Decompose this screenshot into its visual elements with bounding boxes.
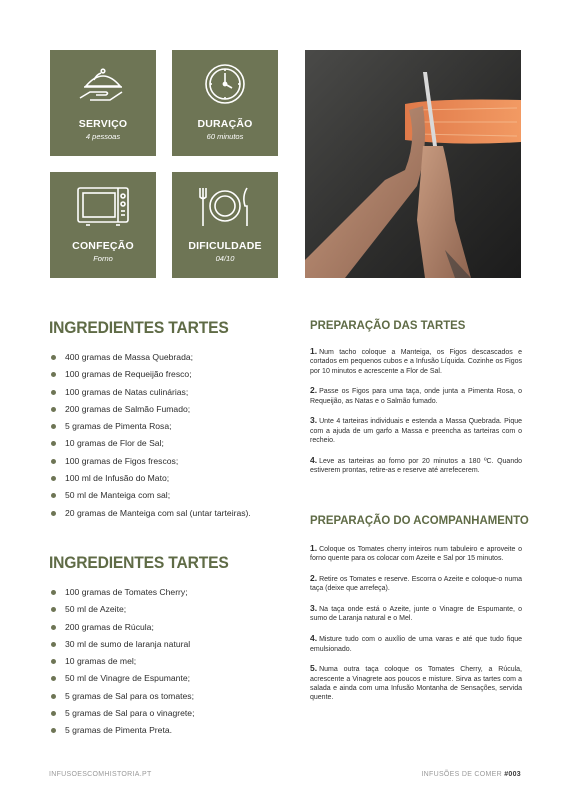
list-item: 50 ml de Vinagre de Espumante; bbox=[50, 673, 290, 690]
tile-duracao bbox=[172, 50, 278, 156]
list-item: 100 gramas de Natas culinárias; bbox=[50, 387, 290, 404]
oven-icon bbox=[76, 184, 130, 228]
servico-value: 4 pessoas bbox=[85, 132, 121, 141]
tile-servico bbox=[50, 50, 156, 156]
footer-issue bbox=[421, 771, 521, 778]
list-item: 5 gramas de Sal para os tomates; bbox=[50, 691, 290, 708]
salmon-photo bbox=[305, 50, 521, 278]
footer-issue-number: #003 bbox=[504, 771, 521, 778]
list-item: 30 ml de sumo de laranja natural bbox=[50, 639, 290, 656]
tile-dificuldade bbox=[172, 172, 278, 278]
step: 1. Coloque os Tomates cherry inteiros num tabuleiro e aproveite o forno quente para os colocar com Azeite e Sal por 15 minutos. bbox=[310, 543, 522, 563]
list-item: 100 gramas de Figos frescos; bbox=[50, 456, 290, 473]
list-item: 100 gramas de Requeijão fresco; bbox=[50, 369, 290, 386]
list-item: 5 gramas de Sal para o vinagrete; bbox=[50, 708, 290, 725]
ingredients-list-1 bbox=[50, 352, 290, 525]
list-item: 10 gramas de mel; bbox=[50, 656, 290, 673]
step: 2. Retire os Tomates e reserve. Escorra o Azeite e coloque-o numa taça (deixe que arrefeça). bbox=[310, 573, 522, 593]
list-item: 50 ml de Azeite; bbox=[50, 604, 290, 621]
ingredients-heading-2: INGREDIENTES TARTES bbox=[49, 553, 229, 572]
hands-slicing-salmon-photo bbox=[305, 50, 521, 278]
list-item: 50 ml de Manteiga com sal; bbox=[50, 490, 290, 507]
prep-acompanhamento-steps bbox=[310, 544, 522, 713]
prep-acompanhamento-heading: PREPARAÇÃO DO ACOMPANHAMENTO bbox=[310, 513, 529, 527]
prep-tartes-steps bbox=[310, 347, 522, 486]
step: 1. Num tacho coloque a Manteiga, os Figos descascados e cortados em pequenos cubos e a Infusão Líquida. Cozinhe os Figos por 10 minutos e acrescente a Flor de Sal. bbox=[310, 346, 522, 375]
ingredients-list-2 bbox=[50, 587, 290, 743]
list-item: 100 ml de Infusão do Mato; bbox=[50, 473, 290, 490]
tile-confecao bbox=[50, 172, 156, 278]
confecao-value: Forno bbox=[93, 254, 113, 263]
step: 5. Numa outra taça coloque os Tomates Cherry, a Rúcula, acrescente a Vinagrete aos poucos e misture. Sirva as tartes com a salada e ainda com uma Infusão Montanha de Sensações, servida quente. bbox=[310, 663, 522, 702]
footer-website: INFUSOESCOMHISTORIA.PT bbox=[49, 771, 152, 778]
confecao-title: CONFEÇÃO bbox=[72, 240, 134, 252]
plate-cutlery-icon bbox=[198, 184, 252, 228]
list-item: 200 gramas de Rúcula; bbox=[50, 622, 290, 639]
list-item: 400 gramas de Massa Quebrada; bbox=[50, 352, 290, 369]
duracao-value: 60 minutos bbox=[206, 132, 244, 141]
serving-cloche-icon bbox=[76, 62, 130, 106]
dificuldade-title: DIFICULDADE bbox=[188, 240, 262, 252]
step: 3. Na taça onde está o Azeite, junte o Vinagre de Espumante, o sumo de Laranja natural e o Mel. bbox=[310, 603, 522, 623]
step: 4. Leve as tarteiras ao forno por 20 minutos a 180 ºC. Quando estiverem prontas, retire-as e reserve até arrefecerem. bbox=[310, 454, 522, 475]
step: 2. Passe os Figos para uma taça, onde junta a Pimenta Rosa, o Requeijão, as Natas e o Salmão fumado. bbox=[310, 385, 522, 405]
dificuldade-value: 04/10 bbox=[215, 254, 235, 263]
footer-series: INFUSÕES DE COMER bbox=[421, 771, 505, 778]
clock-icon bbox=[198, 62, 252, 106]
list-item: 100 gramas de Tomates Cherry; bbox=[50, 587, 290, 604]
duracao-title: DURAÇÃO bbox=[197, 118, 253, 130]
step: 4. Misture tudo com o auxílio de uma varas e até que tudo fique emulsionado. bbox=[310, 633, 522, 653]
prep-tartes-heading: PREPARAÇÃO DAS TARTES bbox=[310, 318, 466, 332]
servico-title: SERVIÇO bbox=[78, 118, 128, 130]
list-item: 5 gramas de Pimenta Preta. bbox=[50, 725, 290, 742]
list-item: 200 gramas de Salmão Fumado; bbox=[50, 404, 290, 421]
ingredients-heading-1: INGREDIENTES TARTES bbox=[49, 318, 229, 337]
step: 3. Unte 4 tarteiras individuais e estenda a Massa Quebrada. Pique com a ajuda de um garfo a Massa e preencha as tarteiras com o recheio. bbox=[310, 415, 522, 445]
list-item: 5 gramas de Pimenta Rosa; bbox=[50, 421, 290, 438]
list-item: 20 gramas de Manteiga com sal (untar tarteiras). bbox=[50, 508, 290, 525]
list-item: 10 gramas de Flor de Sal; bbox=[50, 438, 290, 455]
